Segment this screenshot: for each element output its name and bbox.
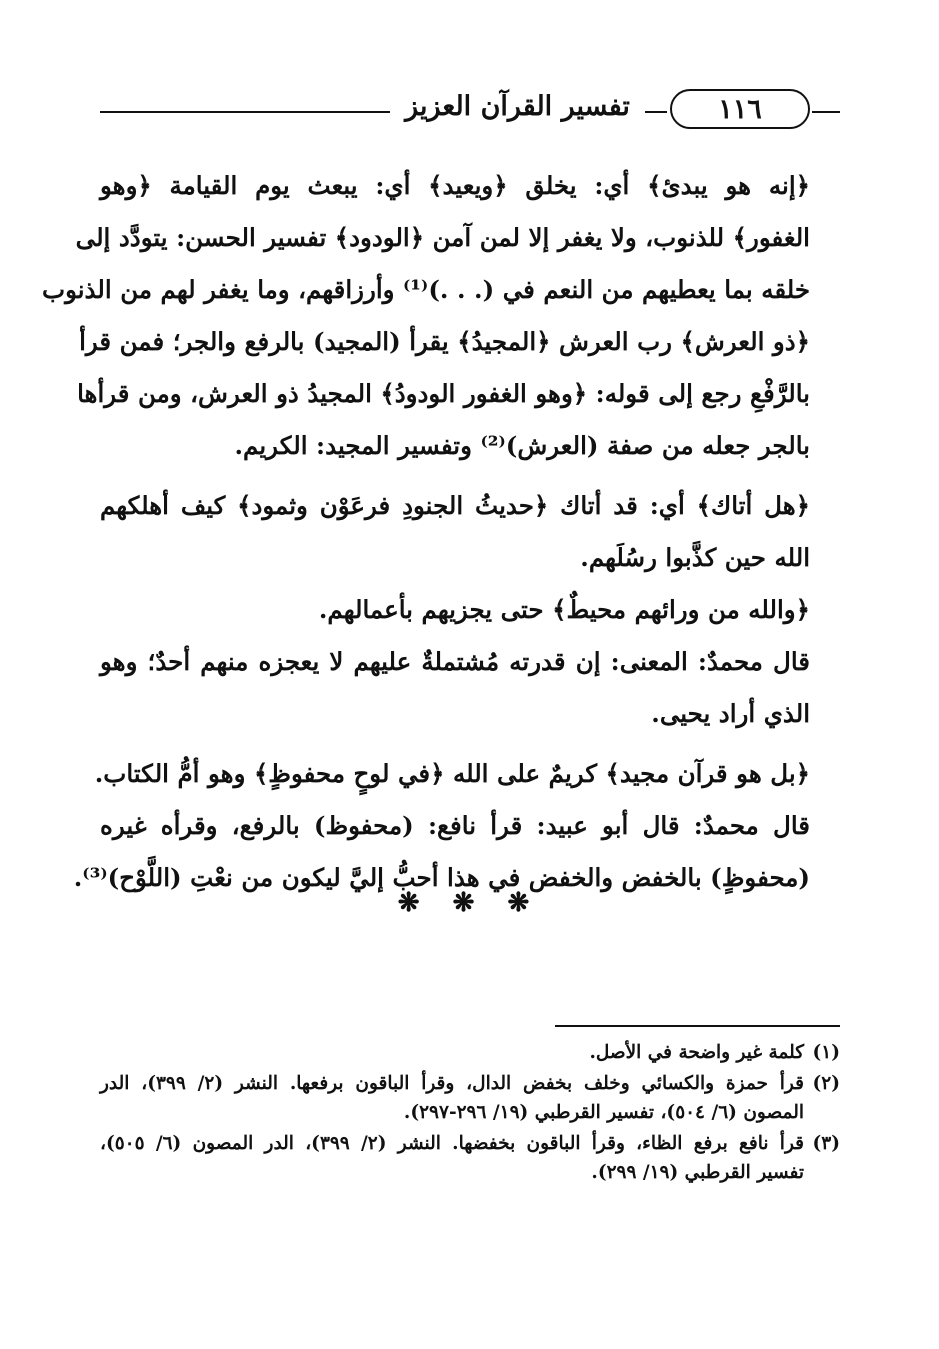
text-line: الذي أراد يحيى. xyxy=(651,699,810,728)
footnote-number: (١) xyxy=(812,1042,840,1063)
paragraph xyxy=(100,584,840,636)
footnote-text xyxy=(100,1129,804,1187)
footnote-line: قرأ حمزة والكسائي وخلف بخفض الدال، وقرأ الباقون برفعها. النشر (٢/ ٣٩٩)، الدر xyxy=(100,1073,804,1094)
text-line: ﴿والله من ورائهم محيطٌ﴾ حتى يجزيهم بأعمالهم. xyxy=(318,595,810,624)
header-rule xyxy=(645,111,667,113)
text-line: قال محمدٌ: المعنى: إن قدرته مُشتملةٌ عليهم لا يعجزه منهم أحدٌ؛ وهو xyxy=(100,647,810,676)
text-line: ﴿بل هو قرآن مجيد﴾ كريمٌ على الله ﴿في لوحٍ محفوظٍ﴾ وهو أمُّ الكتاب. xyxy=(94,759,810,788)
footnote-text xyxy=(100,1069,804,1127)
text-line: خلقه بما يعطيهم من النعم في (. . .)⁽¹⁾ وأرزاقهم، وما يغفر لهم من الذنوب xyxy=(42,275,810,304)
footnote xyxy=(100,1129,840,1187)
footnote-number: (٢) xyxy=(812,1073,840,1094)
footnote-line: تفسير القرطبي (١٩/ ٢٩٩). xyxy=(591,1162,804,1183)
text-line: ﴿إنه هو يبدئ﴾ أي: يخلق ﴿ويعيد﴾ أي: يبعث يوم القيامة ﴿وهو xyxy=(100,171,810,200)
header-rule xyxy=(812,111,840,113)
paragraph xyxy=(42,160,840,472)
text-line: (محفوظٍ) بالخفض والخفض في هذا أحبُّ إليَّ ليكون من نعْتِ (اللَّوْح)⁽³⁾. xyxy=(73,863,810,892)
paragraph xyxy=(100,636,840,740)
text-line: بالرَّفْعِ رجع إلى قوله: ﴿وهو الغفور الودودُ﴾ المجيدُ ذو العرش، ومن قرأها xyxy=(77,379,810,408)
footnote-line: قرأ نافع برفع الظاء، وقرأ الباقون بخفضها. النشر (٢/ ٣٩٩)، الدر المصون (٦/ ٥٠٥)، xyxy=(100,1133,804,1154)
section-separator: ❋ ❋ ❋ xyxy=(397,888,542,918)
footnote-line: كلمة غير واضحة في الأصل. xyxy=(589,1042,804,1063)
text-line: قال محمدٌ: قال أبو عبيد: قرأ نافع: (محفوظ) بالرفع، وقرأه غيره xyxy=(100,811,810,840)
footnote-rule xyxy=(555,1025,840,1027)
text-line: ﴿ذو العرش﴾ رب العرش ﴿المجيدُ﴾ يقرأ (المجيد) بالرفع والجر؛ فمن قرأ xyxy=(79,327,810,356)
main-text xyxy=(42,160,840,904)
text-line: الغفور﴾ للذنوب، ولا يغفر إلا لمن آمن ﴿الودود﴾ تفسير الحسن: يتودَّد إلى xyxy=(75,223,810,252)
text-line: ﴿هل أتاك﴾ أي: قد أتاك ﴿حديثُ الجنودِ فرعَوْن وثمود﴾ كيف أهلكهم xyxy=(100,491,810,520)
footnote-text xyxy=(100,1038,804,1067)
paragraph xyxy=(100,480,840,584)
text-line: بالجر جعله من صفة (العرش)⁽²⁾ وتفسير المجيد: الكريم. xyxy=(234,431,810,460)
running-header xyxy=(100,85,840,133)
footnote xyxy=(100,1038,840,1067)
footnotes xyxy=(100,1038,840,1189)
header-rule xyxy=(100,111,390,113)
book-title: تفسير القرآن العزيز xyxy=(405,91,630,122)
footnote-line: المصون (٦/ ٥٠٤)، تفسير القرطبي (١٩/ ٢٩٦-٢٩٧). xyxy=(403,1102,804,1123)
text-line: الله حين كذَّبوا رسُلَهم. xyxy=(580,543,810,572)
page-number: ١١٦ xyxy=(670,89,810,129)
footnote xyxy=(100,1069,840,1127)
footnote-number: (٣) xyxy=(812,1133,840,1154)
paragraph xyxy=(94,748,840,800)
